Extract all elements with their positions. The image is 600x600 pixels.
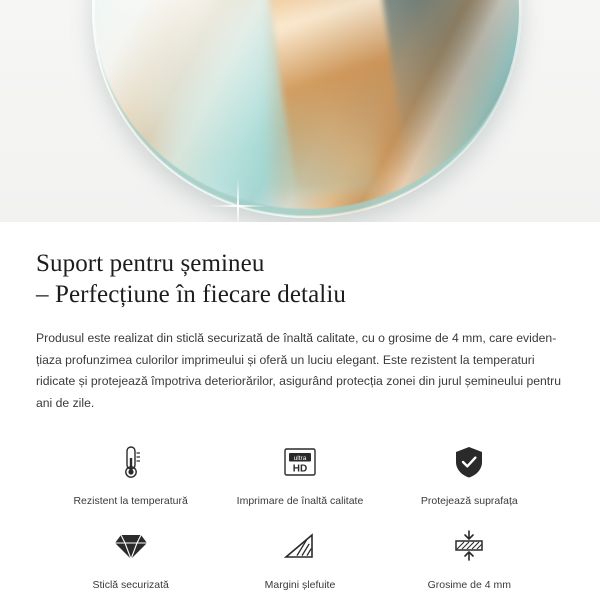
hero-image [0, 0, 600, 222]
glass-plate-image [92, 0, 522, 218]
feature-label: Rezistent la temperatură [73, 495, 188, 507]
ultra-hd-icon [278, 440, 322, 484]
feature-item [215, 524, 384, 592]
headline-line-2: – Perfecțiune în fiecare detaliu [36, 281, 346, 308]
feature-item [385, 524, 554, 592]
svg-text:ultra: ultra [293, 454, 307, 462]
feature-item [46, 440, 215, 508]
polished-edges-icon [278, 524, 322, 568]
thickness-arrows-icon [447, 524, 491, 568]
feature-item [46, 524, 215, 592]
feature-label: Sticlă securizată [92, 579, 169, 591]
feature-item [215, 440, 384, 508]
feature-label: Imprimare de înaltă calitate [236, 495, 364, 507]
feature-label: Protejează suprafața [420, 495, 518, 507]
feature-grid [36, 440, 564, 592]
svg-text:HD: HD [292, 463, 308, 475]
content-area [0, 248, 600, 592]
feature-item [385, 440, 554, 508]
feature-label: Grosime de 4 mm [427, 579, 512, 591]
body-paragraph: Produsul este realizat din sticlă securizată de înaltă calitate, cu o grosime de 4 mm, care eviden-țiaza profunzimea culorilor imprimeului și oferă un luciu elegant. Este rezistent la temperaturi ridicate și protejează împotriva deteriorărilor, asigurând protecția zonei din jurul șemineului pentru ani de zile. [36, 331, 562, 410]
thermometer-icon [109, 440, 153, 484]
headline-line-1: Suport pentru șemineu [36, 250, 265, 277]
diamond-icon [109, 524, 153, 568]
feature-label: Margini șlefuite [264, 579, 336, 591]
shield-check-icon [447, 440, 491, 484]
page-title [36, 248, 564, 310]
